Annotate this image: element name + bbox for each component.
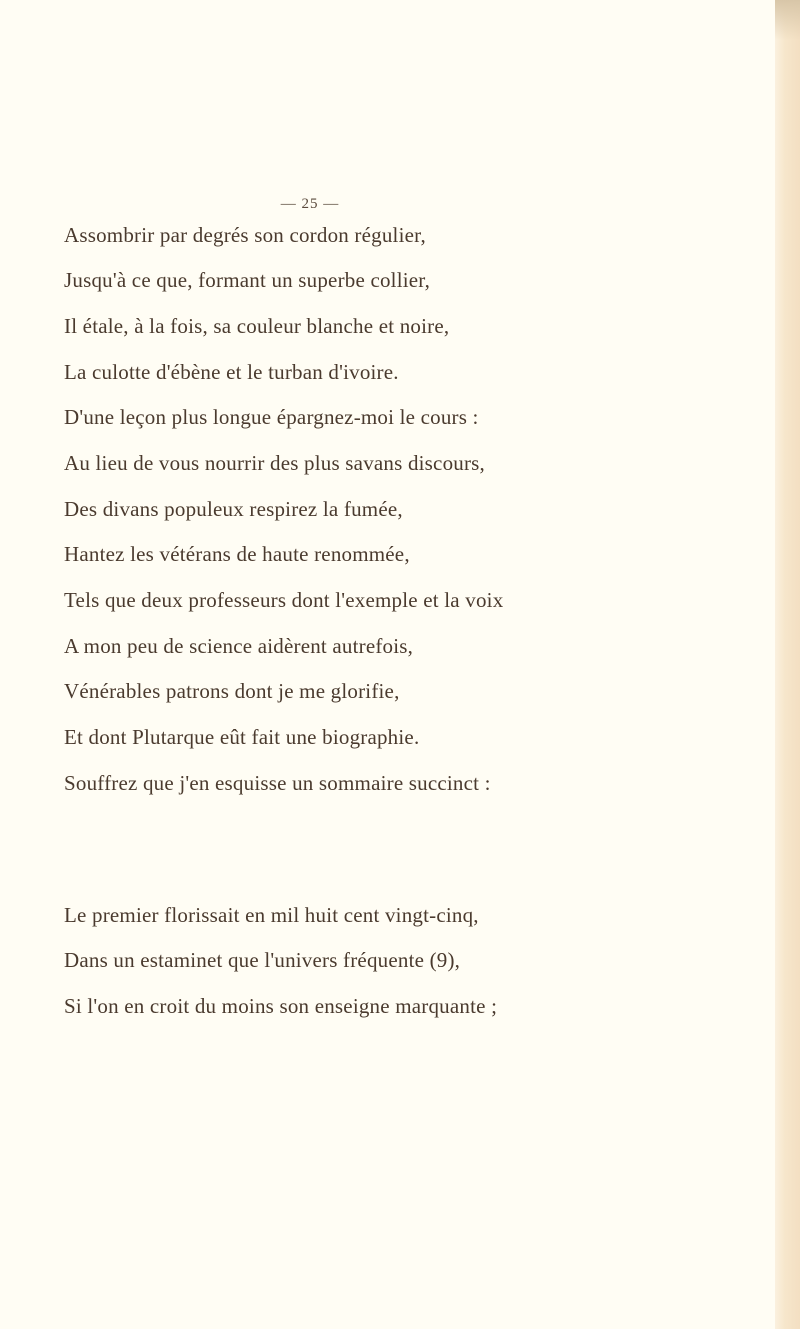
verse-line: Et dont Plutarque eût fait une biographie. bbox=[64, 725, 420, 749]
verse-line: Vénérables patrons dont je me glorifie, bbox=[64, 679, 400, 703]
verse-line: Hantez les vétérans de haute renommée, bbox=[64, 542, 410, 566]
verse-line: Souffrez que j'en esquisse un sommaire succinct : bbox=[64, 771, 491, 795]
verse-line: Si l'on en croit du moins son enseigne marquante ; bbox=[64, 994, 498, 1018]
verse-line: La culotte d'ébène et le turban d'ivoire. bbox=[64, 360, 399, 384]
verse-line: D'une leçon plus longue épargnez-moi le cours : bbox=[64, 405, 479, 429]
page-number: — 25 — bbox=[280, 196, 340, 212]
page-edge bbox=[775, 0, 800, 1329]
verse-line: Le premier florissait en mil huit cent vingt-cinq, bbox=[64, 903, 479, 927]
verse-line: Au lieu de vous nourrir des plus savans discours, bbox=[64, 451, 485, 475]
verse-line: Des divans populeux respirez la fumée, bbox=[64, 497, 403, 521]
verse-line: Dans un estaminet que l'univers fréquente (9), bbox=[64, 948, 461, 972]
verse-line: Jusqu'à ce que, formant un superbe collier, bbox=[64, 268, 431, 292]
page-edge-shadow bbox=[775, 0, 800, 40]
verse-line: Assombrir par degrés son cordon régulier, bbox=[64, 223, 426, 247]
verse-line: Tels que deux professeurs dont l'exemple et la voix bbox=[64, 588, 504, 612]
verse-line: A mon peu de science aidèrent autrefois, bbox=[64, 634, 414, 658]
verse-line: Il étale, à la fois, sa couleur blanche et noire, bbox=[64, 314, 450, 338]
